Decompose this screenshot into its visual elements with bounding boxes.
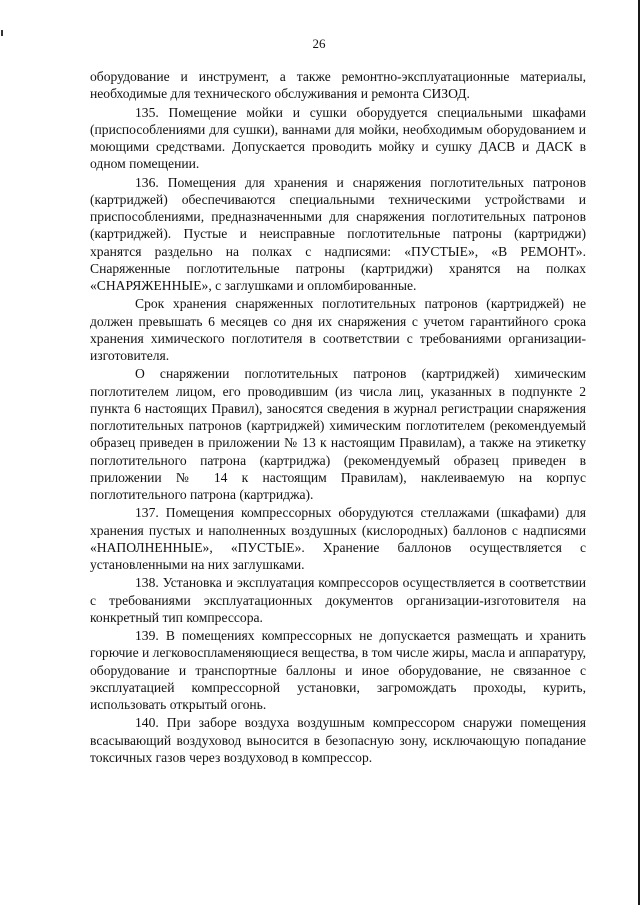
- document-body: [90, 68, 586, 766]
- paragraph-item-135: 135. Помещение мойки и сушки оборудуется специальными шкафами (приспособлениями для сушки), ваннами для мойки, необходимым оборудованием и моющими средствами. Допускается проводить мойку и сушку ДАСВ и ДАСК в одном помещении.: [90, 104, 586, 172]
- paragraph-item-140: 140. При заборе воздуха воздушным компрессором снаружи помещения всасывающий воздуховод выносится в безопасную зону, исключающую попадание токсичных газов через воздуховод в компрессор.: [90, 715, 586, 765]
- paragraph-item-137: 137. Помещения компрессорных оборудуются стеллажами (шкафами) для хранения пустых и наполненных воздушных (кислородных) баллонов с надписями «НАПОЛНЕННЫЕ», «ПУСТЫЕ». Хранение баллонов осуществляется с установленными на них заглушками.: [90, 505, 586, 572]
- paragraph-item-139: 139. В помещениях компрессорных не допускается размещать и хранить горючие и легковоспламеняющиеся вещества, в том числе жиры, масла и аппаратуру, оборудование и транспортные баллоны и иное оборудование, не связанное с эксплуатацией компрессорной установки, загромождать проходы, курить, использовать открытый огонь.: [90, 628, 587, 712]
- paragraph-continuation: оборудование и инструмент, а также ремонтно-эксплуатационные материалы, необходимые для технического обслуживания и ремонта СИЗОД.: [90, 69, 586, 102]
- paragraph-item-136-records: О снаряжении поглотительных патронов (картриджей) химическим поглотителем лицом, его проводившим (из числа лиц, указанных в подпункте 2 пункта 6 настоящих Правил), заносятся сведения в журнал регистрации снаряжения поглотительных патронов (картриджей) химическим поглотителем (рекомендуемый образец приведен в приложении № 13 к настоящим Правилам), а также на этикетку поглотительного патрона (картриджа) (рекомендуемый образец приведен в приложении № 14 к настоящим Правилам), наклеиваемую на корпус поглотительного патрона (картриджа).: [90, 366, 586, 502]
- paragraph-item-136-storage: Срок хранения снаряженных поглотительных патронов (картриджей) не должен превышать 6 месяцев со дня их снаряжения с учетом гарантийного срока хранения химического поглотителя в соответствии с требованиями организации-изготовителя.: [90, 296, 586, 363]
- page-number: 26: [312, 36, 326, 51]
- paragraph-item-138: 138. Установка и эксплуатация компрессоров осуществляется в соответствии с требованиями эксплуатационных документов организации-изготовителя на конкретный тип компрессора.: [90, 575, 586, 625]
- paragraph-item-136: 136. Помещения для хранения и снаряжения поглотительных патронов (картриджей) обеспечиваются специальными техническими устройствами и приспособлениями, предназначенными для снаряжения поглотительных патронов (картриджей). Пустые и неисправные поглотительные патроны (картриджи) хранятся раздельно на полках с надписями: «ПУСТЫЕ», «В РЕМОНТ». Снаряженные поглотительные патроны (картриджи) хранятся на полках «СНАРЯЖЕННЫЕ», с заглушками и опломбированные.: [90, 174, 586, 293]
